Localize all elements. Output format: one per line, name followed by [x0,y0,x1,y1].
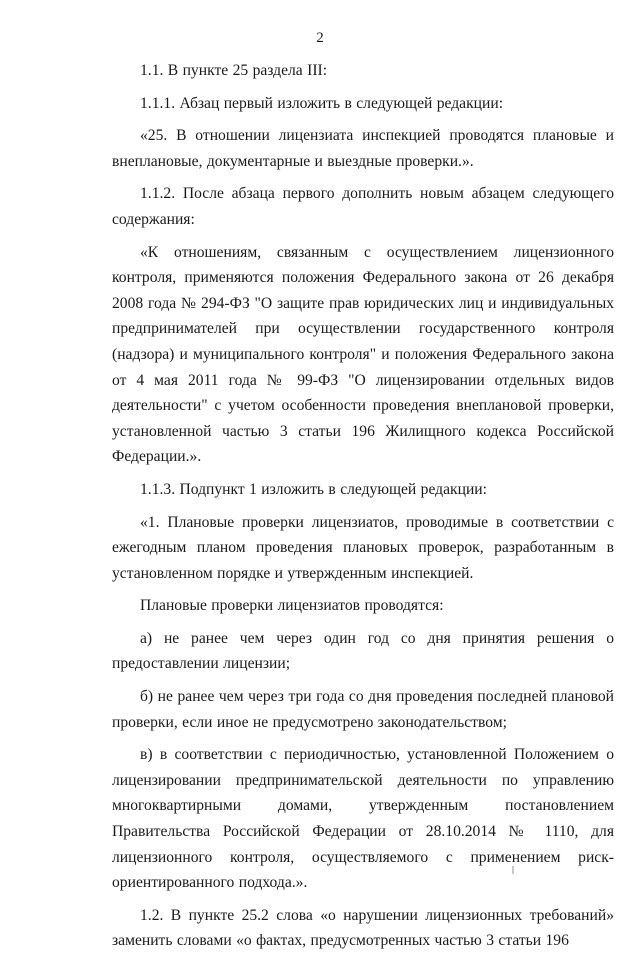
paragraph-1-1-1: 1.1.1. Абзац первый изложить в следующей редакции: [140,94,504,112]
paragraph-inspections-conducted: Плановые проверки лицензиатов проводятся: [140,597,444,615]
paragraph-1-1: 1.1. В пункте 25 раздела III: [140,62,328,79]
paragraph-item-v: в) в соответствии с периодичностью, установленной Положением о лицензировании предпринимательской деятельности по управлению многоквартирными домами, утвержденным постановлением Правительства Российской Федерации от 28.10.2014 № 1110, для лицензионного контроля, осуществляемого с применением риск-ориентированного подхода.». [112,746,614,892]
paragraph-item-a: а) не ранее чем через один год со дня принятия решения о предоставлении лицензии; [112,629,614,673]
paragraph-point-25: «25. В отношении лицензиата инспекцией проводятся плановые и внеплановые, документарные и выездные проверки.». [112,127,614,170]
paragraph-licensing-control-laws: «К отношениям, связанным с осуществлением лицензионного контроля, применяются положения Федерального закона от 26 декабря 2008 года № 294-ФЗ "О защите прав юридических лиц и индивидуальных предпринимателей при осуществлении государственного контроля (надзора) и муниципального контроля" и положения Федерального закона от 4 мая 2011 года № 99-ФЗ "О лицензировании отдельных видов деятельности" с учетом особенности проведения внеплановой проверки, установленной частью 3 статьи 196 Жилищного кодекса Российской Федерации.». [112,243,614,466]
paragraph-1-1-2: 1.1.2. После абзаца первого дополнить новым абзацем следующего содержания: [112,185,614,228]
scan-mark [512,866,514,874]
paragraph-item-b: б) не ранее чем через три года со дня проведения последней плановой проверки, если иное не предусмотрено законодательством; [112,688,614,731]
page-number: 2 [316,30,324,46]
paragraph-1-2: 1.2. В пункте 25.2 слова «о нарушении лицензионных требований» заменить словами «о фактах, предусмотренных частью 3 статьи 196 [112,906,614,950]
document-body [112,58,614,961]
paragraph-planned-inspections: «1. Плановые проверки лицензиатов, проводимые в соответствии с ежегодным планом проведения плановых проверок, разработанным в установленном порядке и утвержденным инспекцией. [112,513,614,582]
paragraph-1-1-3: 1.1.3. Подпункт 1 изложить в следующей редакции: [140,480,487,498]
